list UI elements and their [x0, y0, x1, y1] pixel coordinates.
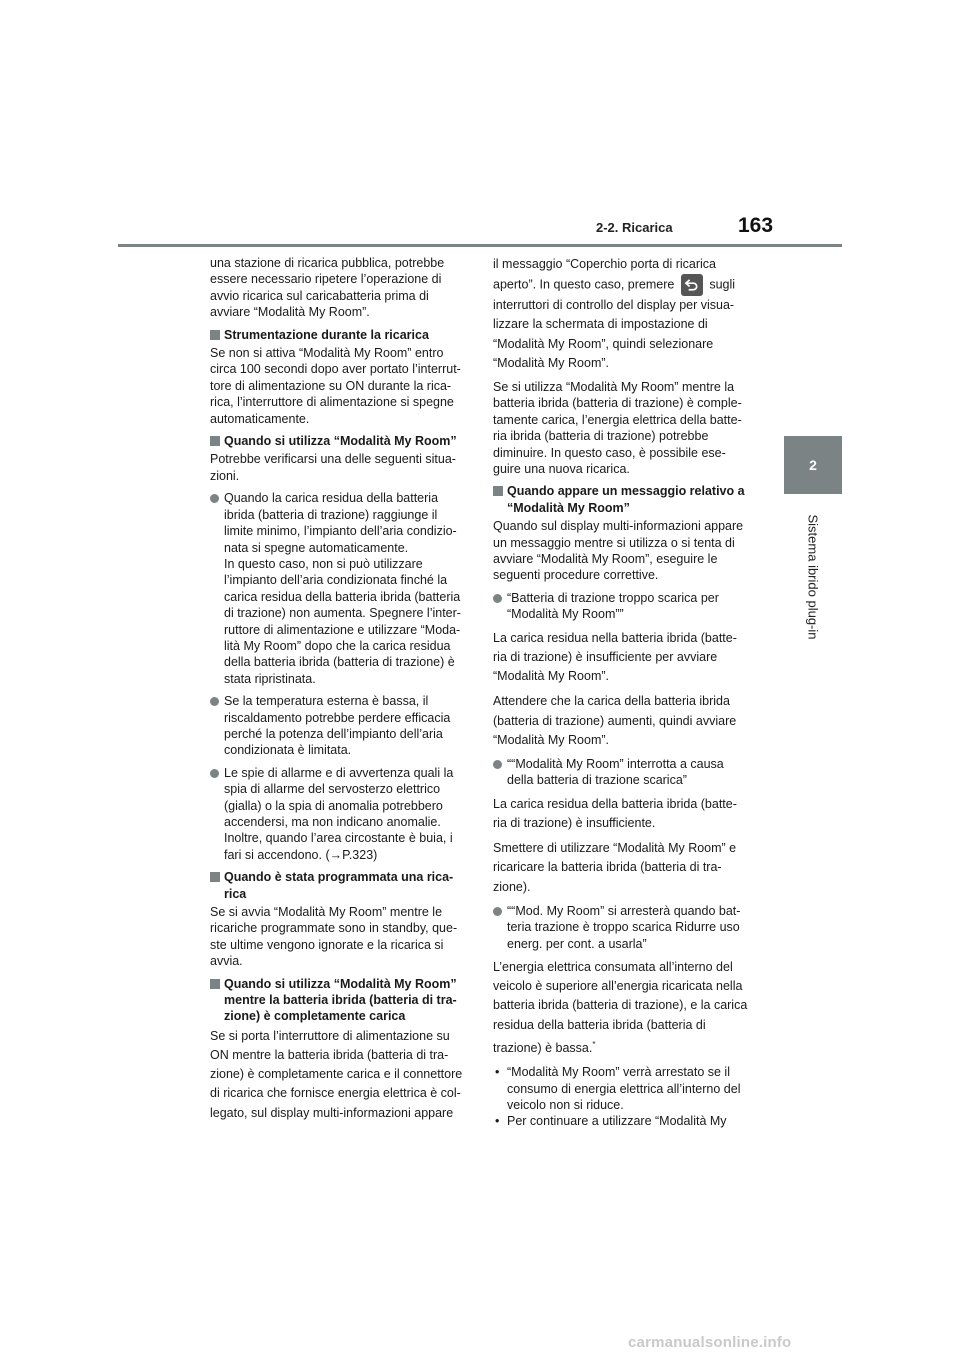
bullet-text: Se la temperatura esterna è bassa, il riscaldamento potrebbe perdere efficacia perché la potenza dell’impianto dell’aria condizionata è limitata.: [224, 694, 451, 758]
paragraph: Se si avvia “Modalità My Room” mentre le ricariche programmate sono in standby, que-ste ultime vengono ignorate e la ricarica si avvia.: [210, 905, 458, 969]
section-heading: Quando è stata programmata una rica-rica: [210, 869, 466, 902]
bullet-item: [210, 765, 466, 863]
chapter-label: Sistema ibrido plug-in: [805, 514, 821, 640]
paragraph: Se si utilizza “Modalità My Room” mentre la batteria ibrida (batteria di trazione) è comple-tamente carica, l’energia elettrica della batte-ria ibrida (batteria di trazione) potrebbe diminuire. In questo caso, è possibile ese-guire una nuova ricarica.: [493, 380, 742, 477]
paragraph: Smettere di utilizzare “Modalità My Room” e ricaricare la batteria ibrida (batteria di tra-zione).: [493, 841, 737, 894]
section-heading: Quando appare un messaggio relativo a “Modalità My Room”: [493, 483, 749, 516]
bullet-text: “Batteria di trazione troppo scarica per “Modalità My Room””: [507, 590, 719, 622]
paragraph: Attendere che la carica della batteria ibrida (batteria di trazione) aumenti, quindi avviare “Modalità My Room”.: [493, 694, 737, 747]
section-title: 2-2. Ricarica: [596, 220, 673, 235]
right-column: [493, 255, 749, 1130]
paragraph: Se non si attiva “Modalità My Room” entro circa 100 secondi dopo aver portato l’interrut-tore di alimentazione su ON durante la rica-rica, l’interruttore di alimentazione si spegne automaticamente.: [210, 346, 461, 426]
paragraph: Potrebbe verificarsi una delle seguenti situa-zioni.: [210, 452, 456, 483]
bullet-text: ““Modalità My Room” interrotta a causa della batteria di trazione scarica”: [507, 756, 724, 788]
section-heading: Quando si utilizza “Modalità My Room”: [210, 433, 466, 449]
list-item: • “Modalità My Room” verrà arrestato se il consumo di energia elettrica all’interno del veicolo non si riduce.: [493, 1064, 749, 1113]
paragraph: Se si porta l’interruttore di alimentazione su ON mentre la batteria ibrida (batteria di tra-zione) è completamente carica e il connettore di ricarica che fornisce energia elettrica è col-legato, sul display multi-informazioni appare: [210, 1028, 463, 1120]
bullet-item: [493, 756, 749, 789]
list-item: • Per continuare a utilizzare “Modalità My: [493, 1113, 749, 1129]
paragraph-text: il messaggio “Coperchio porta di ricarica aperto”. In questo caso, premere: [493, 257, 717, 292]
header-divider: [118, 244, 842, 247]
section-heading: Strumentazione durante la ricarica: [210, 327, 466, 343]
watermark: carmanualsonline.info: [628, 1334, 792, 1351]
bullet-text: Inoltre, quando l’area circostante è buia, i fari si accendono. (→P.323): [224, 831, 453, 862]
left-column: [210, 255, 466, 1129]
paragraph: [493, 255, 749, 373]
bullet-text: Quando la carica residua della batteria ibrida (batteria di trazione) raggiunge il limite minimo, l’impianto dell’aria condizio-nata si spegne automaticamente.: [224, 491, 457, 555]
back-arrow-icon: [681, 274, 703, 296]
section-heading: Quando si utilizza “Modalità My Room” mentre la batteria ibrida (batteria di tra-zione) è completamente carica: [210, 976, 466, 1025]
bullet-text: Le spie di allarme e di avvertenza quali la spia di allarme del servosterzo elettrico (gialla) o la spia di anomalia potrebbero accendersi, ma non indicano anomalie.: [224, 765, 454, 829]
bullet-text: ““Mod. My Room” si arresterà quando bat-teria trazione è troppo scarica Ridurre uso energ. per cont. a usarla”: [507, 903, 741, 951]
paragraph: La carica residua della batteria ibrida (batte-ria di trazione) è insufficiente.: [493, 796, 737, 830]
bullet-item: [493, 903, 749, 952]
paragraph: La carica residua nella batteria ibrida (batte-ria di trazione) è insufficiente per avviare “Modalità My Room”.: [493, 630, 737, 684]
bullet-item: [210, 693, 466, 759]
paragraph-text: L’energia elettrica consumata all’interno del veicolo è superiore all’energia ricaricata nella batteria ibrida (batteria di trazione), e la carica residua della batteria ibrida (batteria di trazione) è bassa.: [493, 959, 748, 1055]
page-number: 163: [738, 214, 774, 237]
bullet-item: [210, 490, 466, 687]
paragraph: [493, 958, 749, 1058]
chapter-tab: 2: [784, 436, 842, 494]
paragraph: Quando sul display multi-informazioni appare un messaggio mentre si utilizza o si tenta di avviare “Modalità My Room”, eseguire le seguenti procedure correttive.: [493, 519, 744, 583]
bullet-item: [493, 590, 749, 623]
paragraph-text: sugli interruttori di controllo del display per visua-lizzare la schermata di impostazione di “Modalità My Room”, quindi selezionare “Modalità My Room”.: [493, 277, 736, 370]
paragraph: una stazione di ricarica pubblica, potrebbe essere necessario ripetere l’operazione di avvio ricarica sul caricabatteria prima di avviare “Modalità My Room”.: [210, 256, 445, 320]
bullet-text: In questo caso, non si può utilizzare l’impianto dell’aria condizionata finché la carica residua della batteria ibrida (batteria di trazione) non aumenta. Spegnere l’inter-ruttore di alimentazione e utilizzare “Moda-lità My Room” dopo che la carica residua della batteria ibrida (batteria di trazione) è stata ripristinata.: [224, 556, 461, 686]
footnote-marker: *: [592, 1039, 596, 1049]
